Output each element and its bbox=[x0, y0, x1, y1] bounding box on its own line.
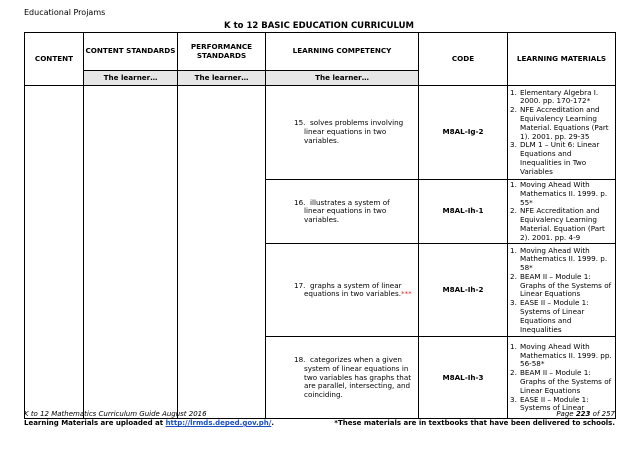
footer-right bbox=[334, 410, 615, 427]
list-item: 1. Moving Ahead With Mathematics II. 1999. p. 58* bbox=[510, 245, 608, 273]
page-number: Page 223 of 257 bbox=[556, 410, 615, 418]
list-item: 2. BEAM II – Module 1: Graphs of the Systems of Linear Equations bbox=[510, 271, 612, 299]
competency-number: 18. bbox=[294, 355, 306, 365]
competency-number: 15. bbox=[294, 118, 306, 128]
header-code: CODE bbox=[419, 33, 508, 86]
competency-text: illustrates a system of linear equations in two variables. bbox=[304, 197, 390, 225]
header-row bbox=[25, 33, 616, 71]
subheader-learner-competency: The learner… bbox=[266, 71, 419, 86]
list-item: 1. Moving Ahead With Mathematics II. 1999. pp. 56-58* bbox=[510, 341, 612, 369]
materials-cell bbox=[508, 244, 616, 337]
performance-standards-cell bbox=[178, 86, 266, 419]
code-cell: M8AL-Ih-1 bbox=[419, 180, 508, 244]
list-item: 1. Elementary Algebra I. 2000. pp. 170-172* bbox=[510, 87, 599, 106]
content-cell bbox=[25, 86, 84, 419]
document-title: K to 12 BASIC EDUCATION CURRICULUM bbox=[224, 21, 414, 31]
header-learning-materials: LEARNING MATERIALS bbox=[508, 33, 616, 86]
competency-number: 17. bbox=[294, 280, 306, 290]
competency-cell bbox=[266, 244, 419, 337]
competency-stars: *** bbox=[400, 289, 412, 299]
materials-cell bbox=[508, 337, 616, 419]
list-item: 2. BEAM II – Module 1: Graphs of the Systems of Linear Equations bbox=[510, 368, 612, 395]
list-item: 3. EASE II – Module 1: Systems of Linear bbox=[510, 394, 589, 413]
materials-cell bbox=[508, 180, 616, 244]
code-cell: M8AL-Ih-2 bbox=[419, 244, 508, 337]
curriculum-table bbox=[24, 32, 616, 419]
competency-cell bbox=[266, 86, 419, 180]
header-learning-competency: LEARNING COMPETENCY bbox=[266, 33, 419, 71]
code-cell: M8AL-Ig-2 bbox=[419, 86, 508, 180]
header-content: CONTENT bbox=[25, 33, 84, 86]
code-cell: M8AL-Ih-3 bbox=[419, 337, 508, 419]
materials-cell bbox=[508, 86, 616, 180]
competency-number: 16. bbox=[294, 197, 306, 207]
competency-cell bbox=[266, 180, 419, 244]
header-content-standards: CONTENT STANDARDS bbox=[84, 33, 178, 71]
content-standards-cell bbox=[84, 86, 178, 419]
header-performance-standards: PERFORMANCE STANDARDS bbox=[178, 33, 266, 71]
table-row bbox=[25, 86, 616, 180]
footer-left bbox=[24, 410, 274, 427]
competency-text: graphs a system of linear equations in two variables. bbox=[304, 280, 402, 299]
subheader-learner-content-standards: The learner… bbox=[84, 71, 178, 86]
competency-cell bbox=[266, 337, 419, 419]
footer-note: *These materials are in textbooks that have been delivered to schools. bbox=[334, 419, 615, 427]
competency-text: solves problems involving linear equations in two variables. bbox=[304, 118, 404, 145]
list-item: 3. EASE II – Module 1: Systems of Linear Equations and Inequalities bbox=[510, 298, 589, 334]
competency-text: categorizes when a given system of linear equations in two variables has graphs that are parallel, intersecting, and coinciding. bbox=[304, 355, 412, 400]
list-item: 1. Moving Ahead With Mathematics II. 1999. p. 55* bbox=[510, 180, 608, 207]
subheader-learner-performance-standards: The learner… bbox=[178, 71, 266, 86]
footer-upload-text: Learning Materials are uploaded at http://lrmds.deped.gov.ph/. bbox=[24, 419, 275, 427]
lrmds-link[interactable]: http://lrmds.deped.gov.ph/ bbox=[165, 419, 272, 427]
watermark-text: Educational Projams bbox=[24, 8, 106, 17]
list-item: 2. NFE Accreditation and Equivalency Learning Material. Equations (Part 1). 2001. pp. 29-35 bbox=[510, 105, 609, 141]
list-item: 3. DLM 1 – Unit 6: Linear Equations and Inequalities in Two Variables bbox=[510, 140, 600, 176]
footer-guide-text: K to 12 Mathematics Curriculum Guide August 2016 bbox=[24, 410, 207, 418]
list-item: 2. NFE Accreditation and Equivalency Learning Material. Equation (Part 2). 2001. pp. 4-9 bbox=[510, 206, 605, 242]
